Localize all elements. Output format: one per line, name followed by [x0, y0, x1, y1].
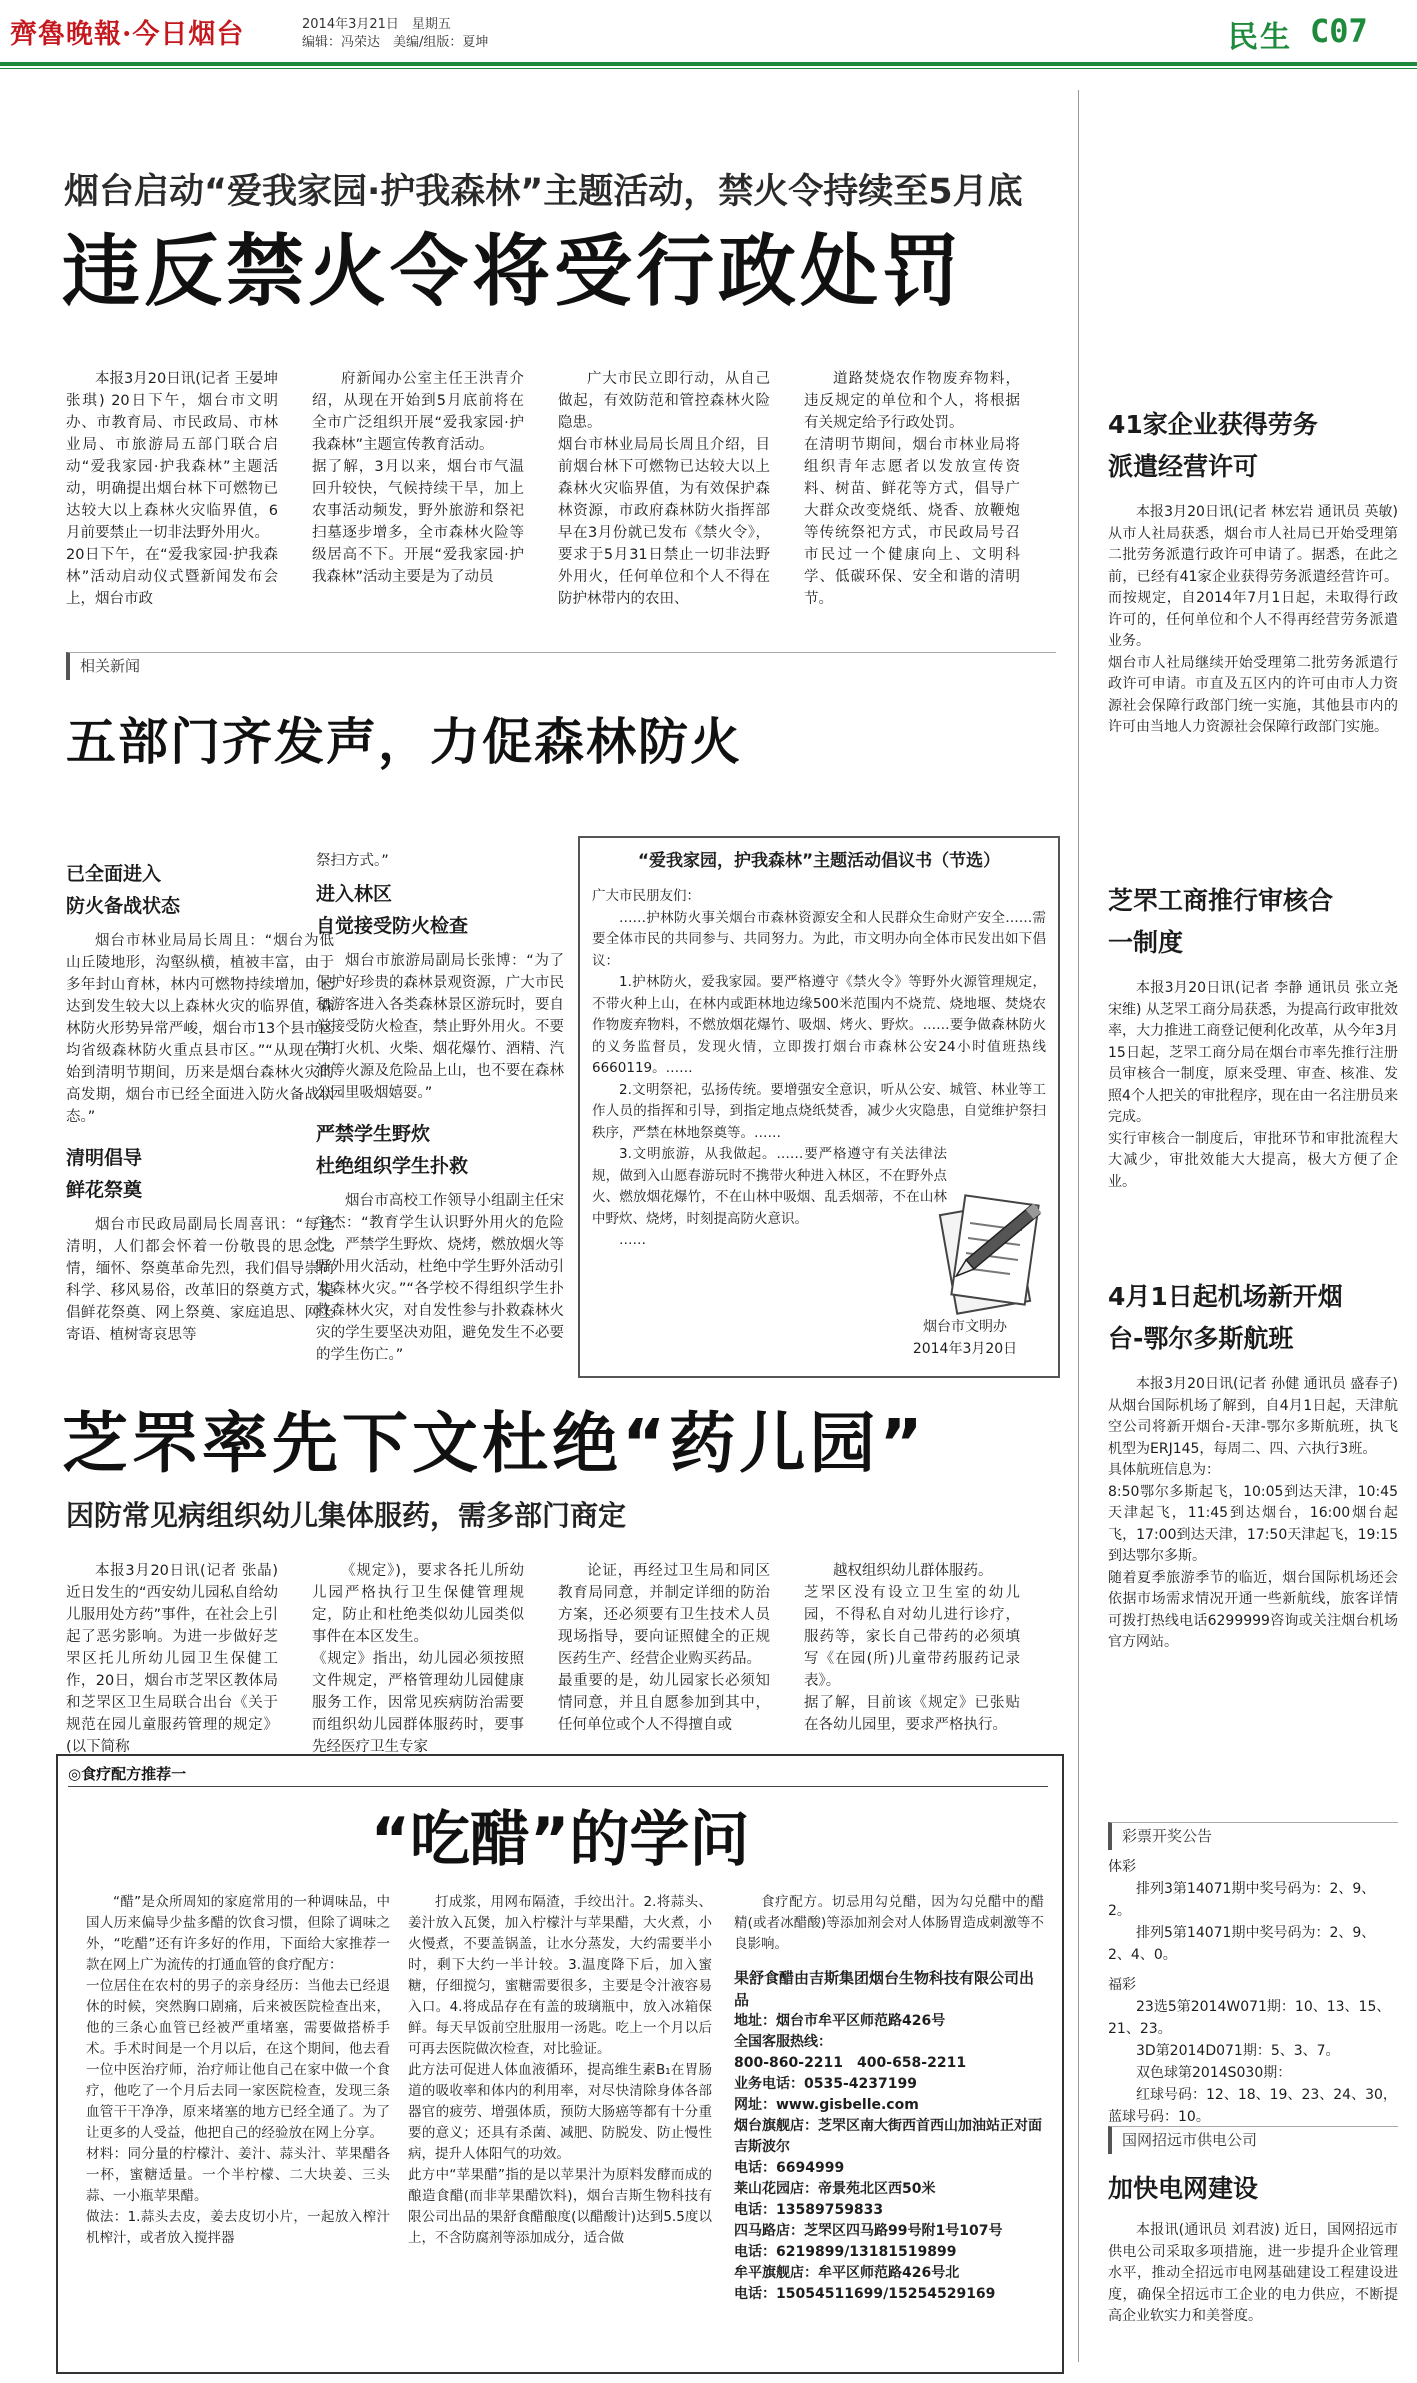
- proposal-title: “爱我家园，护我森林”主题活动倡议书（节选）: [637, 851, 1001, 871]
- sponsor-line: 莱山花园店：帝景苑北区西50米: [734, 2181, 936, 2197]
- lead-col-1: 本报3月20日讯(记者 王晏坤 张琪) 20日下午，烟台市文明办、市教育局、市民政局、市林业局、市旅游局五部门联合启动“爱我家园·护我森林”主题活动，明确提出烟台林下可燃物已达较大以上森林火灾临界值，6月前要禁止一切非法野外用火。 20日下午，在“爱我家园·护我森林”活动启动仪式暨新闻发布会上，烟台市政: [66, 371, 278, 607]
- issue-date: 2014年3月21日 星期五: [302, 17, 451, 32]
- newspaper-logo: 齊魯晚報·今日烟台: [10, 19, 245, 50]
- subhead-1a: 已全面进入: [66, 863, 162, 885]
- sponsor-line: 四马路店：芝罘区四马路99号附1号107号: [734, 2223, 1003, 2239]
- proposal-date: 2014年3月20日: [912, 1341, 1018, 1357]
- sidebar-2-title: 芝罘工商推行审核合一制度: [1108, 886, 1334, 957]
- sponsor-line: 地址：烟台市牟平区师范路426号: [734, 2013, 946, 2029]
- lottery-notice: [1108, 1822, 1398, 2128]
- sidebar-story-1: [1108, 404, 1398, 739]
- subhead-2a: 清明倡导: [66, 1147, 143, 1169]
- lottery-sports-title: 体彩: [1108, 1859, 1136, 1875]
- sponsor-line: 电话：15054511699/15254529169: [734, 2286, 996, 2302]
- proposal-item-3: 3.文明旅游，从我做起。……要严格遵守有关法律法规，做到入山愿春游玩时不携带火种进入林区，不在野外点火、燃放烟花爆竹，不在山林中吸烟、乱丢烟蒂，不在山林中野炊、烧烤，时刻提高防火意识。: [592, 1146, 947, 1227]
- proposal-greeting: 广大市民朋友们：: [592, 888, 700, 904]
- sidebar-story-2: [1108, 880, 1398, 1193]
- proposal-intro: ……护林防火事关烟台市森林资源安全和人民群众生命财产安全……需要全体市民的共同参与、共同努力。为此，市文明办向全体市民发出如下倡议：: [592, 909, 1046, 969]
- food-col-3-text: 食疗配方。切忌用勾兑醋，因为勾兑醋中的醋精(或者冰醋酸)等添加剂会对人体肠胃造成刺激等不良影响。: [734, 1894, 1044, 1952]
- story2-col-4: 越权组织幼儿群体服药。 芝罘区没有设立卫生室的幼儿园，不得私自对幼儿进行诊疗，服药等，家长自己带药的必须填写《在园(所)儿童带药服药记录表》。 据了解，目前该《规定》已张贴在各幼儿园里，要求严格执行。: [804, 1563, 1020, 1733]
- related-news-label: 相关新闻: [66, 652, 1056, 680]
- lead-col-4: 道路焚烧农作物废弃物料，违反规定的单位和个人，将根据有关规定给予行政处罚。 在清明节期间，烟台市林业局将组织青年志愿者以发放宣传资料、树苗、鲜花等方式，倡导广大群众改变烧纸、烧香、放鞭炮等传统祭祀方式，市民政局号召市民过一个健康向上、文明科学、低碳环保、安全和谐的清明节。: [804, 371, 1020, 607]
- sponsor-line: 烟台旗舰店：芝罘区南大街西首西山加油站正对面吉斯波尔: [734, 2118, 1042, 2155]
- sponsor-line: 电话：13589759833: [734, 2202, 884, 2218]
- sponsor-line: 全国客服热线：: [734, 2034, 832, 2050]
- sponsor-line: 业务电话：0535-4237199: [734, 2076, 917, 2092]
- related-para-civil: 烟台市民政局副局长周喜讯：“每逢清明，人们都会怀着一份敬畏的思念之情，缅怀、祭奠革命先烈，我们倡导崇尚科学、移风易俗，改革旧的祭奠方式，提倡鲜花祭奠、网上祭奠、家庭追思、网上寄语、植树寄哀思等: [66, 1217, 334, 1343]
- subhead-4a: 严禁学生野炊: [316, 1123, 431, 1145]
- story2-subtitle: 因防常见病组织幼儿集体服药，需多部门商定: [66, 1499, 627, 1532]
- lottery-label: 彩票开奖公告: [1108, 1822, 1398, 1850]
- sidebar-story-3: [1108, 1276, 1398, 1654]
- related-col-a: [66, 858, 334, 1346]
- food-col-3: [734, 1892, 1044, 2305]
- issue-editors: 编辑：冯荣达 美编/组版：夏坤: [302, 35, 489, 50]
- sidebar-4-label: 国网招远市供电公司: [1108, 2126, 1398, 2154]
- sidebar-1-title: 41家企业获得劳务派遣经营许可: [1108, 410, 1318, 481]
- paper-and-pen-icon: [930, 1178, 1058, 1323]
- sponsor-title: 果舒食醋由吉斯集团烟台生物科技有限公司出品: [734, 1969, 1035, 2009]
- proposal-signature: [880, 1316, 1050, 1360]
- subhead-3b: 自觉接受防火检查: [316, 915, 469, 937]
- issue-meta: [302, 16, 488, 52]
- sponsor-line: 电话：6694999: [734, 2160, 845, 2176]
- subhead-3a: 进入林区: [316, 883, 393, 905]
- sidebar-3-body: 本报3月20日讯(记者 孙健 通讯员 盛春子) 从烟台国际机场了解到，自4月1日起，天津航空公司将新开烟台-天津-鄂尔多斯航班，执飞机型为ERJ145，每周二、四、六执行3班。 具体航班信息为： 8:50鄂尔多斯起飞，10:05到达天津，10:45天津起飞，11:45到达烟台，16:00烟台起飞，17:00到达天津，17:50天津起飞，19:15到达鄂尔多斯。 随着夏季旅游季节的临近，烟台国际机场还会依据市场需求情况开通一些新航线，旅客详情可拨打热线电话6299999咨询或关注烟台机场官方网站。: [1108, 1376, 1398, 1650]
- lead-col-2: 府新闻办公室主任王洪青介绍，从现在开始到5月底前将在全市广泛组织开展“爱我家园·护我森林”主题宣传教育活动。 据了解，3月以来，烟台市气温回升较快，气候持续干旱，加上农事活动频发，野外旅游和祭祀扫墓逐步增多，全市森林火险等级居高不下。开展“爱我家园·护我森林”活动主要是为了动员: [312, 371, 524, 585]
- lottery-pl3: 排列3第14071期中奖号码为：2、9、2。: [1108, 1881, 1376, 1919]
- story2-col-1: 本报3月20日讯(记者 张晶) 近日发生的“西安幼儿园私自给幼儿服用处方药”事件，在社会上引起了恶劣影响。为进一步做好芝罘区托儿所幼儿园卫生保健工作，20日，烟台市芝罘区教体局和芝罘区卫生局联合出台《关于规范在园儿童服药管理的规定》(以下简称: [66, 1563, 278, 1755]
- sponsor-line: 网址：www.gisbelle.com: [734, 2097, 919, 2113]
- proposal-ellipsis: ……: [619, 1232, 646, 1248]
- sidebar-story-4: [1108, 2126, 1398, 2328]
- sidebar-1-body: 本报3月20日讯(记者 林宏岩 通讯员 英敏) 从市人社局获悉，烟台市人社局已开始受理第二批劳务派遣行政许可申请了。据悉，在此之前，已经有41家企业获得劳务派遣经营许可。而按规定，自2014年7月1日起，未取得行政许可的，任何单位和个人不得再经营劳务派遣业务。 烟台市人社局继续开始受理第二批劳务派遣行政许可申请。市直及五区内的许可由市人力资源社会保障行政部门统一实施，其他县市内的许可由当地人力资源社会保障行政部门实施。: [1108, 504, 1398, 735]
- lottery-ssq: 双色球第2014S030期：: [1136, 2065, 1292, 2081]
- related-para-tourism: 烟台市旅游局副局长张博：“为了保护好珍贵的森林景观资源，广大市民和游客进入各类森林景区游玩时，要自觉接受防火检查，禁止野外用火。不要带打火机、火柴、烟花爆竹、酒精、汽油等火源及危险品上山，也不要在森林公园里吸烟嬉耍。”: [316, 953, 564, 1101]
- lottery-ssq-numbers: 红球号码：12、18、19、23、24、30，蓝球号码：10。: [1108, 2087, 1397, 2125]
- lottery-23x5: 23选5第2014W071期：10、13、15、21、23。: [1108, 1999, 1391, 2037]
- related-para-cont: 祭扫方式。”: [316, 853, 389, 869]
- sponsor-line: 800-860-2211 400-658-2211: [734, 2055, 967, 2071]
- story2-col-3: 论证，再经过卫生局和同区教育局同意，并制定详细的防治方案，还必须要有卫生技术人员现场指导，要向证照健全的正规医药生产、经营企业购买药品。 最重要的是，幼儿园家长必须知情同意，并且自愿参加到其中，任何单位或个人不得擅自或: [558, 1563, 770, 1733]
- sidebar-2-body: 本报3月20日讯(记者 李静 通讯员 张立尧 宋维) 从芝罘工商分局获悉，为提高行政审批效率，大力推进工商登记便利化改革，从今年3月15日起，芝罘工商分局在烟台市率先推行注册员审核合一制度，原来受理、审查、核准、发照4个人把关的审批程序，现在由一名注册员来完成。 实行审核合一制度后，审批环节和审批流程大大减少，审批效能大大提高，极大方便了企业。: [1108, 980, 1398, 1190]
- sidebar-divider: [1078, 90, 1079, 2362]
- header-rule: [0, 62, 1417, 66]
- food-headline: “吃醋”的学问: [370, 1805, 750, 1875]
- lead-headline: 违反禁火令将受行政处罚: [62, 227, 965, 317]
- story2-headline: 芝罘率先下文杜绝“药儿园”: [62, 1405, 927, 1482]
- lottery-content: [1108, 1856, 1398, 2128]
- subhead-2b: 鲜花祭奠: [66, 1179, 143, 1201]
- food-col-2: 打成浆，用网布隔渣，手绞出汁。2.将蒜头、姜汁放入瓦煲，加入柠檬汁与苹果醋，大火煮，小火慢煮，不要盖锅盖，让水分蒸发，大约需要半小时，剩下大约一半计较。3.温度降下后，加入蜜糖，仔细搅匀，蜜糖需要很多，主要是令汁液容易入口。4.将成品存在有盖的玻璃瓶中，放入冰箱保鲜。每天早饭前空肚服用一汤匙。吃上一个月以后可再去医院做次检查，对比验证。 此方法可促进人体血液循环，提高维生素B₁在胃肠道的吸收率和体内的利用率，对尽快清除身体各部器官的疲劳、增强体质，预防大肠癌等都有十分重要的意义；还具有杀菌、减肥、防脱发、防止慢性病，提升人体阳气的功效。 此方中“苹果醋”指的是以苹果汁为原料发酵而成的酿造食醋(而非苹果醋饮料)，烟台吉斯生物科技有限公司出品的果舒食醋酿度(以醋酸计)达到5.5度以上，不含防腐剂等添加成分，适合做: [408, 1894, 712, 2246]
- proposal-item-2: 2.文明祭祀，弘扬传统。要增强安全意识，听从公安、城管、林业等工作人员的指挥和引导，到指定地点烧纸焚香，减少火灾隐患，自觉维护祭扫秩序，严禁在林地祭奠等。……: [592, 1081, 1046, 1141]
- section-name: 民生: [1228, 20, 1292, 55]
- lottery-3d: 3D第2014D071期：5、3、7。: [1136, 2043, 1340, 2059]
- proposal-item-1: 1.护林防火，爱我家园。要严格遵守《禁火令》等野外火源管理规定，不带火种上山，在林内或距林地边缘500米范围内不烧荒、烧地堰、焚烧农作物废弃物料，不燃放烟花爆竹、吸烟、烤火、野炊。……要争做森林防火的义务监督员，发现火情，立即拨打烟台市森林公安24小时值班热线6660119。……: [592, 974, 1046, 1076]
- lead-kicker: 烟台启动“爱我家园·护我森林”主题活动，禁火令持续至5月底: [64, 172, 1023, 212]
- related-headline: 五部门齐发声，力促森林防火: [66, 713, 742, 771]
- sponsor-line: 电话：6219899/13181519899: [734, 2244, 957, 2260]
- story2-col-2: 《规定》)，要求各托儿所幼儿园严格执行卫生保健管理规定，防止和杜绝类似幼儿园类似事件在本区发生。 《规定》指出，幼儿园必须按照文件规定，严格管理幼儿园健康服务工作，因常见疾病防治需要而组织幼儿园群体服药时，要事先经医疗卫生专家: [312, 1563, 524, 1755]
- related-col-b: [316, 850, 564, 1366]
- food-therapy-box: [56, 1754, 1064, 2374]
- page-number: C07: [1310, 12, 1368, 50]
- food-col-1: “醋”是众所周知的家庭常用的一种调味品，中国人历来偏导少盐多醋的饮食习惯，但除了调味之外，“吃醋”还有许多好的作用，下面给大家推荐一款在网上广为流传的打通血管的食疗配方： 一位居住在农村的男子的亲身经历：当他去已经退休的时候，突然胸口剧痛，后来被医院检查出来，他的三条心血管已经被严重堵塞，需要做搭桥手术。手术时间是一个月以后，在这个期间，他去看一位中医治疗师，治疗师让他自己在家中做一个食疗，他吃了一个月后去同一家医院检查，发现三条血管干干净净，原来堵塞的地方已经全通了。为了让更多的人受益，他把自己的经验放在网上分享。 材料：同分量的柠檬汁、姜汁、蒜头汁、苹果醋各一杯，蜜糖适量。一个半柠檬、二大块姜、三头蒜、一小瓶苹果醋。 做法：1.蒜头去皮，姜去皮切小片，一起放入榨汁机榨汁，或者放入搅拌器: [86, 1894, 390, 2246]
- sidebar-4-body: 本报讯(通讯员 刘君波) 近日，国网招远市供电公司采取多项措施，进一步提升企业管理水平，推动全招远市电网基础建设工程建设进度，确保全招远市工企业的电力供应，不断提高企业软实力和美誉度。: [1108, 2222, 1398, 2324]
- header-rule-thin: [0, 68, 1417, 69]
- proposal-signer: 烟台市文明办: [923, 1319, 1007, 1335]
- sidebar-3-title: 4月1日起机场新开烟台-鄂尔多斯航班: [1108, 1282, 1343, 1353]
- proposal-box: [578, 836, 1060, 1378]
- food-tab-rule: [68, 1786, 1048, 1787]
- food-tab-label: ◎食疗配方推荐一: [68, 1765, 187, 1783]
- lottery-welfare-title: 福彩: [1108, 1977, 1136, 1993]
- subhead-1b: 防火备战状态: [66, 895, 181, 917]
- sponsor-details: [734, 2011, 1044, 2305]
- sidebar-4-title: 加快电网建设: [1108, 2174, 1259, 2203]
- lottery-pl5: 排列5第14071期中奖号码为：2、9、2、4、0。: [1108, 1925, 1376, 1963]
- related-para-schools: 烟台市高校工作领导小组副主任宋宇杰：“教育学生认识野外用火的危险性，严禁学生野炊、烧烤，燃放烟火等野外用火活动，杜绝中学生野外活动引发森林火灾。”“各学校不得组织学生扑救森林火灾，对自发性参与扑救森林火灾的学生要坚决劝阻，避免发生不必要的学生伤亡。”: [316, 1193, 564, 1363]
- subhead-4b: 杜绝组织学生扑救: [316, 1155, 469, 1177]
- sponsor-line: 牟平旗舰店：牟平区师范路426号北: [734, 2265, 960, 2281]
- lead-col-3: 广大市民立即行动，从自己做起，有效防范和管控森林火险隐患。 烟台市林业局局长周且介绍，目前烟台林下可燃物已达较大以上森林火灾临界值，为有效保护森林资源，市政府森林防火指挥部早在3月份就已发布《禁火令》，要求于5月31日禁止一切非法野外用火，任何单位和个人不得在防护林带内的农田、: [558, 371, 770, 607]
- related-para-forestry: 烟台市林业局局长周且：“烟台为低山丘陵地形，沟壑纵横，植被丰富，由于多年封山育林，林内可燃物持续增加，已达到发生较大以上森林火灾的临界值，森林防火形势异常严峻，烟台市13个县市区均省级森林防火重点县市区。”“从现在开始到清明节期间，历来是烟台森林火灾的高发期，烟台市已经全面进入防火备战状态。”: [66, 933, 334, 1125]
